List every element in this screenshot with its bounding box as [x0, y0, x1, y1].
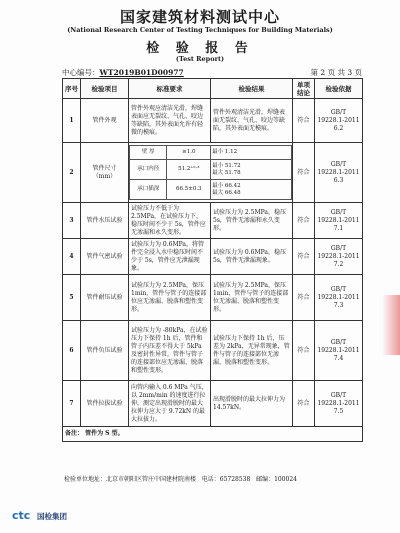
center-code-label: 中心编号： — [62, 68, 100, 77]
row-item: 管件负压试验 — [81, 321, 129, 381]
table-row — [63, 203, 363, 239]
table-row — [63, 275, 363, 321]
row-num: 3 — [63, 203, 81, 239]
dimension-result: 最小 51.72 最大 51.78 — [211, 160, 292, 180]
table-row — [63, 321, 363, 381]
dimension-name: 承口内径 — [130, 160, 167, 180]
row-basis: GB/T 19228.1-2011 7.2 — [315, 239, 363, 275]
row-basis: GB/T 19228.1-2011 7.3 — [315, 275, 363, 321]
row-requirement: 试验压力为 -80kPa，在试验压力下保持 1h 后，管件和管子内压差不得大于 5kPa 及密封性异常，管件与管子的连接部位应无渗漏、脱落和塑性变形。 — [129, 321, 211, 381]
dimension-result: 最小 66.42 最大 66.48 — [211, 180, 292, 200]
row-basis: GB/T 19228.1-2011 7.5 — [315, 381, 363, 427]
row-item: 管件水压试验 — [81, 203, 129, 239]
dimension-name: 壁 厚 — [130, 146, 167, 160]
row-item: 管件拉拔试验 — [81, 381, 129, 427]
dimension-standard: 66.5±0.3 — [167, 180, 211, 200]
report-footer — [64, 474, 364, 483]
header-basis: 检验依据 — [315, 79, 363, 99]
row-conclusion: 符合 — [293, 143, 315, 203]
phone-label: 电话： — [201, 476, 220, 483]
row-num: 4 — [63, 239, 81, 275]
ctc-logo-mark: ctc — [12, 509, 31, 522]
row-conclusion: 符合 — [293, 275, 315, 321]
row-result: 试验压力为 2.5MPa，保压 1min，管件与管子的连接部位无渗漏、脱落和塑性变形。 — [211, 275, 293, 321]
row-conclusion: 符合 — [293, 99, 315, 143]
address-label: 检验单位地址： — [64, 476, 107, 483]
row-result: 试验压力为 0.6MPa，稳压 5s，管件无泄漏现象。 — [211, 239, 293, 275]
report-title: 检 验 报 告 — [146, 41, 254, 56]
institution-title: 国家建筑材料测试中心 — [119, 8, 280, 26]
post-value: 100024 — [274, 476, 297, 483]
institution-title-en: (National Research Center of Testing Techniques for Building Materials) — [67, 26, 333, 34]
table-row — [63, 239, 363, 275]
table-row — [63, 143, 363, 203]
dimension-subtable-cell — [129, 143, 293, 203]
page-info: 第 2 页 共 3 页 — [310, 68, 362, 77]
header-result: 检验结果 — [211, 79, 293, 99]
row-requirement: 试验压力不低于为 2.5MPa，在试验压力下，稳压时间不少于 5s，管件应无渗漏和永久变形。 — [129, 203, 211, 239]
row-result: 试验压力为 2.5MPa，稳压 5s，管件无渗漏和永久变形。 — [211, 203, 293, 239]
row-basis: GB/T 19228.1-2011 6.2 — [315, 99, 363, 143]
header-item: 检验项目 — [81, 79, 129, 99]
row-num: 2 — [63, 143, 81, 203]
header-requirement: 标准要求 — [129, 79, 211, 99]
header-conclusion: 单项结论 — [293, 79, 315, 99]
row-conclusion: 符合 — [293, 239, 315, 275]
dimension-standard: ≥1.0 — [167, 146, 211, 160]
dimension-result: 最小 1.12 — [211, 146, 292, 160]
row-result: 试验压力下保持 1h 后，压差为 2kPa，无异常现象，管件与管子的连接部位无渗漏、脱落和塑性变形。 — [211, 321, 293, 381]
dimension-standard: 51.2⁺⁰·³ — [167, 160, 211, 180]
row-basis: GB/T 19228.1-2011 6.3 — [315, 143, 363, 203]
row-basis: GB/T 19228.1-2011 7.1 — [315, 203, 363, 239]
post-label: 邮编： — [256, 476, 275, 483]
row-conclusion: 符合 — [293, 203, 315, 239]
row-num: 6 — [63, 321, 81, 381]
row-item: 管件尺寸（mm） — [81, 143, 129, 203]
row-requirement: 向管内输入 0.6 MPa 气压，以 2mm/min 的速度进行拉伸，测定出现滑脱时的最大拉伸力应大于 9.72kN 的最大拉拔力。 — [129, 381, 211, 427]
address-value: 北京市朝阳区管庄中国建材院南楼 — [106, 476, 197, 483]
row-num: 1 — [63, 99, 81, 143]
row-requirement: 管件外观应清洁光滑，焊缝表面应无裂纹、气孔、咬边等缺陷，其外表面允许有轻微的模痕。 — [129, 99, 211, 143]
report-meta — [62, 67, 362, 77]
dimension-row — [130, 180, 292, 200]
ctc-logo-text: 国检集团 — [37, 512, 67, 521]
row-conclusion: 符合 — [293, 381, 315, 427]
ctc-logo — [12, 509, 102, 523]
row-requirement: 试验压力为 2.5MPa，保压 1min，管件与管子的连接部位应无渗漏、脱落和塑性变形。 — [129, 275, 211, 321]
table-row — [63, 99, 363, 143]
row-basis: GB/T 19228.1-2011 7.4 — [315, 321, 363, 381]
phone-value: 65728538 — [219, 476, 251, 483]
note-row — [63, 427, 363, 442]
row-item: 管件气密试验 — [81, 239, 129, 275]
dimension-name: 承口插深 — [130, 180, 167, 200]
dimension-subtable — [129, 145, 292, 200]
header-seq: 序号 — [63, 79, 81, 99]
table-header-row — [63, 79, 363, 99]
row-result: 管件外观清洁光滑，焊缝表面无裂纹、气孔、咬边等缺陷，其外表面无模痕。 — [211, 99, 293, 143]
row-num: 5 — [63, 275, 81, 321]
dimension-row — [130, 146, 292, 160]
note-text: 备注： 管件为 S 型。 — [63, 427, 363, 442]
row-conclusion: 符合 — [293, 321, 315, 381]
row-num: 7 — [63, 381, 81, 427]
report-title-en: (Test Report) — [175, 55, 225, 63]
test-results-table — [62, 78, 363, 442]
row-result: 出现滑脱时的最大拉伸力为 14.57kN。 — [211, 381, 293, 427]
dimension-row — [130, 160, 292, 180]
center-code-value: WT2019B01D00977 — [99, 68, 184, 77]
row-item: 管件耐压试验 — [81, 275, 129, 321]
row-requirement: 试验压力为 0.6MPa，将管件完全浸入水中稳压时间不少于 5s，管件应无泄漏现象。 — [129, 239, 211, 275]
center-code — [62, 67, 184, 78]
seal-stamp-edge — [382, 295, 400, 355]
table-row — [63, 381, 363, 427]
row-item: 管件外观 — [81, 99, 129, 143]
